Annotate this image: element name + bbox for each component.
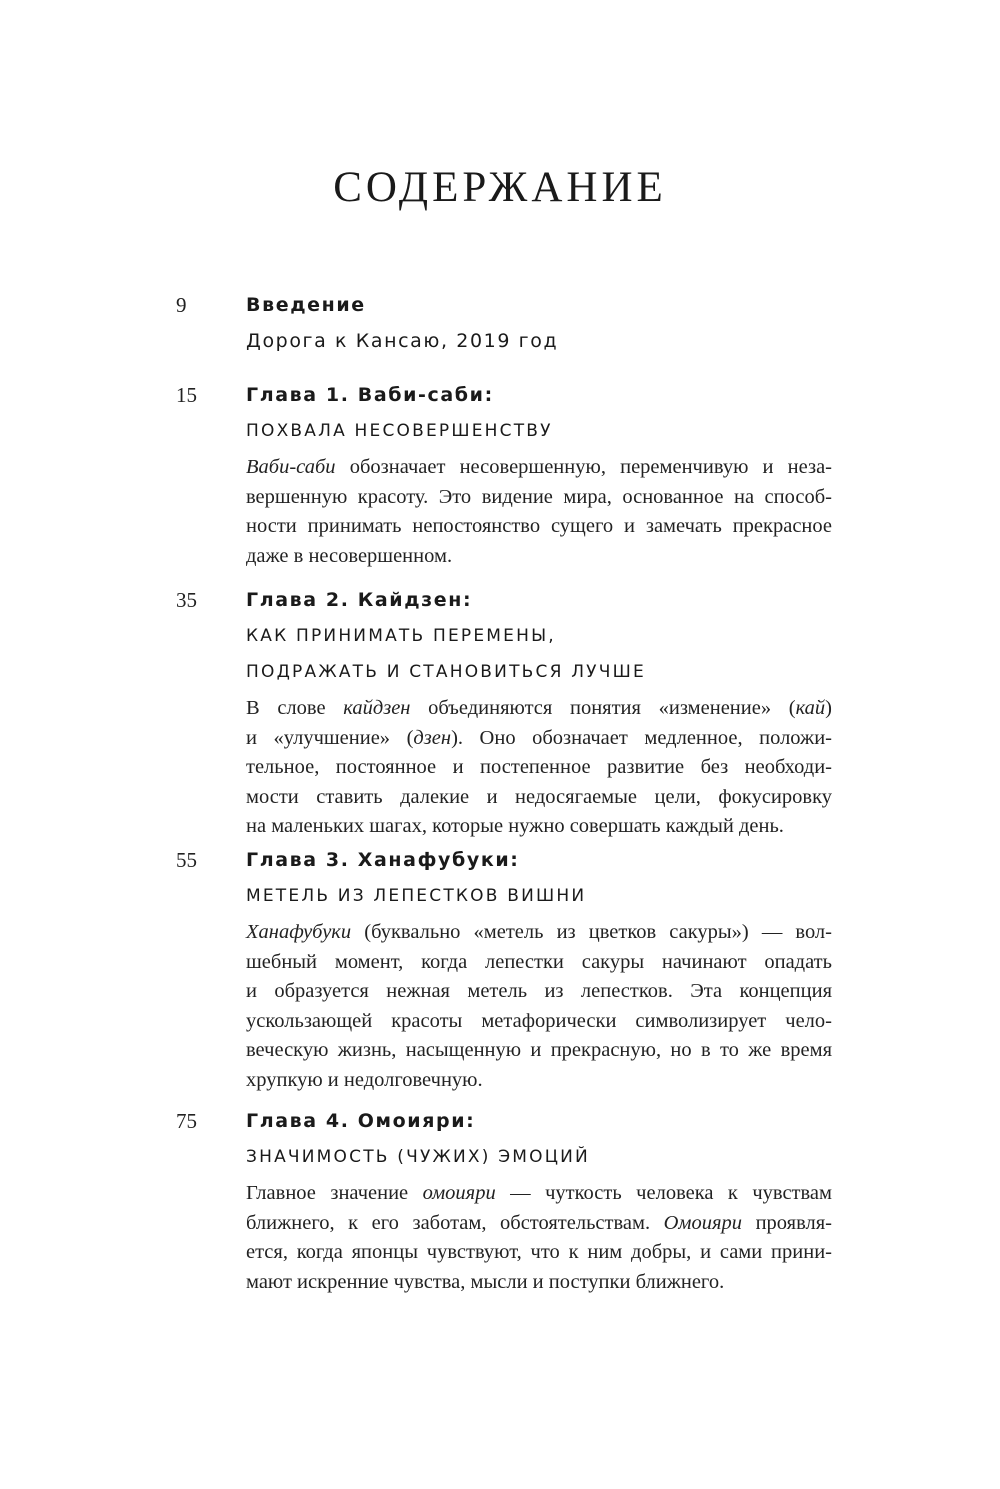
toc-subheading: ПОДРАЖАТЬ И СТАНОВИТЬСЯ ЛУЧШЕ — [246, 662, 646, 682]
description-line: хрупкую и недолговечную. — [246, 1068, 483, 1091]
description-line: ется, когда японцы чувствуют, что к ним добры, и сами прини- — [246, 1241, 832, 1264]
toc-heading: Глава 2. Кайдзен: — [246, 589, 473, 611]
italic-term: кайдзен — [343, 697, 411, 719]
italic-term: Ханафубуки — [246, 921, 352, 943]
italic-term: Омоияри — [663, 1211, 743, 1234]
italic-term: омоияри — [422, 1182, 496, 1204]
description-line: веческую жизнь, насыщенную и прекрасную, но в то же время — [246, 1039, 832, 1062]
toc-page-number: 55 — [176, 848, 197, 872]
description-line: ности принимать непостоянство сущего и замечать прекрасное — [246, 515, 832, 538]
toc-description — [246, 453, 832, 571]
toc-page-number: 75 — [176, 1109, 197, 1133]
toc-subheading: МЕТЕЛЬ ИЗ ЛЕПЕСТКОВ ВИШНИ — [246, 886, 587, 906]
toc-heading: Глава 3. Ханафубуки: — [246, 849, 520, 871]
toc-description — [246, 918, 832, 1096]
description-line: вершенную красоту. Это видение мира, основанное на способ- — [246, 485, 832, 508]
description-line: даже в несовершенном. — [246, 544, 453, 567]
description-line: В слове кайдзен объединяются понятия «изменение» (кай) — [246, 697, 832, 719]
description-line: и «улучшение» (дзен). Оно обозначает медленное, положи- — [246, 726, 832, 749]
description-line: тельное, постоянное и постепенное развитие без необходи- — [246, 756, 832, 779]
toc-page-number: 9 — [176, 293, 187, 317]
description-line: Ханафубуки (буквально «метель из цветков сакуры») — вол- — [246, 921, 832, 943]
italic-term: кай — [795, 697, 826, 719]
description-line: Ваби-саби обозначает несовершенную, переменчивую и неза- — [246, 456, 832, 478]
toc-heading: Глава 1. Ваби-саби: — [246, 384, 494, 406]
description-line: на маленьких шагах, которые нужно совершать каждый день. — [246, 815, 784, 838]
description-line: Главное значение омоияри — чуткость человека к чувствам — [246, 1182, 832, 1204]
description-line: шебный момент, когда лепестки сакуры начинают опадать — [246, 950, 832, 973]
toc-page-number: 35 — [176, 588, 197, 612]
toc-heading: Введение — [246, 294, 366, 316]
italic-term: дзен — [413, 726, 452, 749]
toc-subheading: КАК ПРИНИМАТЬ ПЕРЕМЕНЫ, — [246, 626, 556, 646]
toc-description — [246, 1179, 832, 1297]
description-line: мости ставить далекие и недосягаемые цели, фокусировку — [246, 785, 832, 808]
description-line: мают искренние чувства, мысли и поступки ближнего. — [246, 1270, 725, 1293]
page-title: СОДЕРЖАНИЕ — [333, 164, 667, 211]
toc-subheading: ПОХВАЛА НЕСОВЕРШЕНСТВУ — [246, 421, 553, 441]
toc-heading: Глава 4. Омоияри: — [246, 1110, 476, 1132]
toc-subheading: Дорога к Кансаю, 2019 год — [246, 330, 559, 352]
toc-subheading: ЗНАЧИМОСТЬ (ЧУЖИХ) ЭМОЦИЙ — [246, 1147, 590, 1167]
description-line: ускользающей красоты метафорически символизирует чело- — [246, 1009, 832, 1032]
description-line: ближнего, к его заботам, обстоятельствам. Омоияри проявля- — [246, 1211, 832, 1234]
italic-term: Ваби-саби — [246, 456, 336, 478]
description-line: и образуется нежная метель из лепестков. Эта концепция — [246, 980, 832, 1003]
toc-page-number: 15 — [176, 383, 197, 407]
toc-description — [246, 694, 832, 842]
